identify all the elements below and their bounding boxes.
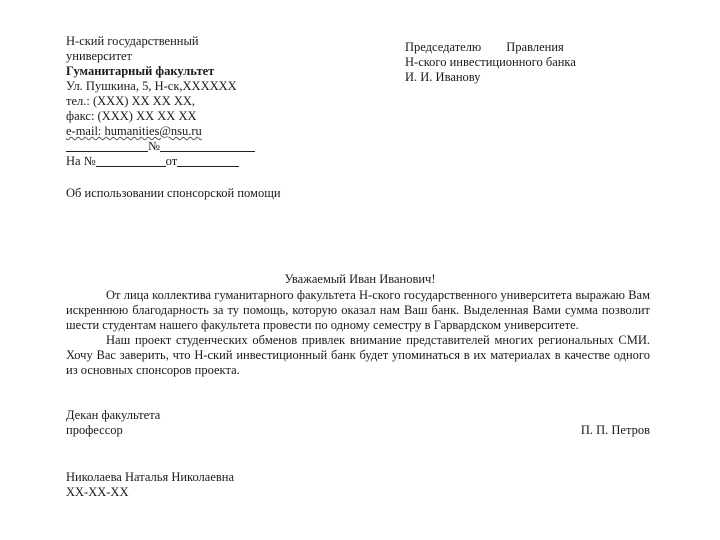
- executor-phone: XX-XX-XX: [66, 485, 129, 499]
- reg-date-blank: [66, 139, 148, 152]
- letter-greeting: Уважаемый Иван Иванович!: [284, 272, 436, 286]
- sender-faculty: Гуманитарный факультет: [66, 64, 215, 78]
- executor-name: Николаева Наталья Николаевна: [66, 470, 235, 484]
- sender-fax: факс: (XXX) XX XX XX: [66, 109, 197, 123]
- recipient-line1: Председателю Правления: [405, 40, 564, 54]
- signature-position-line2: профессор: [66, 423, 123, 437]
- signature-block: [66, 408, 650, 438]
- recipient-line2: Н-ского инвестиционного банка: [405, 55, 576, 69]
- recipient-block: [405, 40, 595, 85]
- reference-from: от: [165, 154, 178, 168]
- sender-org-line2: университет: [66, 49, 132, 63]
- sender-email: e-mail: humanities@nsu.ru: [66, 124, 202, 138]
- reference-date-blank: [177, 154, 239, 167]
- reference-number-blank: [96, 154, 166, 167]
- registration-number-line: [66, 139, 266, 154]
- signature-row: [66, 423, 650, 438]
- reg-number-blank: [160, 139, 255, 152]
- sender-block: [66, 34, 266, 169]
- reference-line: [66, 154, 266, 169]
- body-paragraph-1: От лица коллектива гуманитарного факультета Н-ского государственного университета выражаю Вам искреннюю благодарность за ту помощь, которую оказал нам Ваш банк. Выделенная Вами сумма позволит шести студентам нашего факультета провести по одному семестру в Гарвардском университете.: [66, 288, 650, 332]
- letter-body: [66, 288, 650, 378]
- sender-org-line1: Н-ский государственный: [66, 34, 199, 48]
- sender-phone: тел.: (XXX) XX XX XX,: [66, 94, 196, 108]
- letter-subject: Об использовании спонсорской помощи: [66, 186, 281, 200]
- sender-address: Ул. Пушкина, 5, Н-ск,XXXXXX: [66, 79, 237, 93]
- body-paragraph-2: Наш проект студенческих обменов привлек внимание представителей многих региональных СМИ. Хочу Вас заверить, что Н-ский инвестиционный банк будет упоминаться в их материалах в качестве одного из основных спонсоров проекта.: [66, 333, 650, 377]
- recipient-line3: И. И. Иванову: [405, 70, 481, 84]
- reference-prefix: На №: [66, 154, 96, 168]
- signature-position-line1: Декан факультета: [66, 408, 161, 422]
- executor-block: [66, 470, 234, 500]
- reg-number-sign: №: [148, 139, 160, 153]
- signature-name: П. П. Петров: [580, 423, 650, 437]
